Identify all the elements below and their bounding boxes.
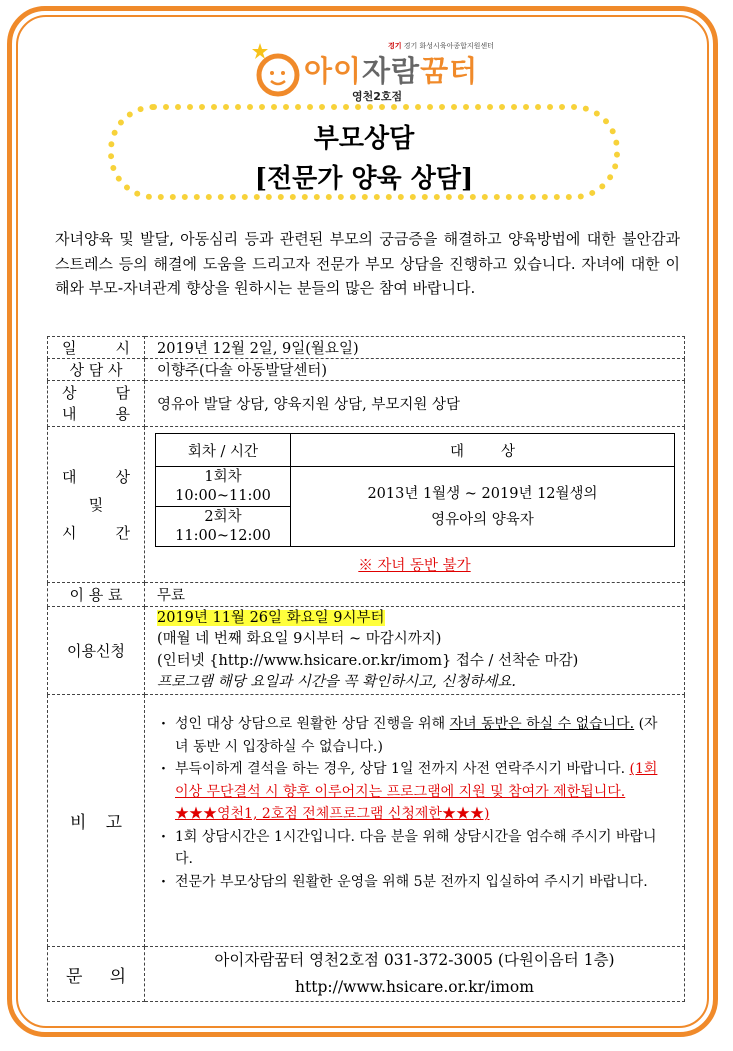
title-box (108, 104, 620, 200)
label-content: 상 담 내 용 (48, 381, 145, 427)
session-2: 2회차 11:00~12:00 (156, 507, 291, 547)
apply-schedule: (매월 네 번째 화요일 9시부터 ~ 마감시까지) (157, 631, 442, 647)
value-target (145, 427, 685, 583)
center-name: 경기 화성시육아종합지원센터 (403, 42, 494, 50)
label-target: 대 상 및 시 간 (48, 427, 145, 583)
center-mark: 경기 (388, 42, 402, 50)
value-date: 2019년 12월 2일, 9일(월요일) (145, 337, 685, 359)
child-face-icon (250, 41, 302, 97)
row-remarks (48, 695, 685, 947)
row-counselor (48, 359, 685, 381)
apply-reminder: 프로그램 해당 요일과 시간을 꼭 확인하시고, 신청하세요. (157, 674, 517, 690)
value-apply (145, 607, 685, 695)
target-desc: 2013년 1월생 ~ 2019년 12월생의 영유아의 양육자 (291, 467, 675, 547)
head-target: 대 상 (291, 434, 675, 467)
value-fee: 무료 (145, 583, 685, 607)
logo-wordmark: 아이자람꿈터 (304, 54, 479, 88)
schedule-table (155, 433, 675, 547)
label-date: 일 시 (48, 337, 145, 359)
row-fee (48, 583, 685, 607)
contact-phone: 아이자람꿈터 영천2호점 031-372-3005 (다원이음터 1층) (214, 951, 615, 969)
label-fee: 이 용 료 (48, 583, 145, 607)
list-item: · 성인 대상 상담으로 원활한 상담 진행을 위해 자녀 동반은 하실 수 없습니다. (자녀 동반 시 입장하실 수 없습니다.) (161, 713, 670, 758)
notice-no-children: ※ 자녀 동반 불가 (358, 558, 471, 574)
info-table (47, 336, 685, 1002)
remarks-list (145, 695, 684, 893)
row-content (48, 381, 685, 427)
logo-branch: 영천2호점 (352, 90, 403, 103)
value-content: 영유아 발달 상담, 양육지원 상담, 부모지원 상담 (145, 381, 685, 427)
contact-url[interactable]: http://www.hsicare.or.kr/imom (295, 978, 534, 996)
head-session: 회차 / 시간 (156, 434, 291, 467)
row-target (48, 427, 685, 583)
list-item: · 전문가 부모상담의 원활한 운영을 위해 5분 전까지 입실하여 주시기 바랍니다. (161, 871, 670, 894)
page-subtitle: [전문가 양육 상담] (254, 164, 474, 194)
logo (250, 35, 494, 105)
value-counselor: 이향주(다솔 아동발달센터) (145, 359, 685, 381)
value-contact (145, 947, 685, 1002)
page-title: 부모상담 (313, 124, 415, 154)
label-remarks: 비 고 (48, 695, 145, 947)
value-remarks (145, 695, 685, 947)
session-1: 1회차 10:00~11:00 (156, 467, 291, 507)
apply-website: (인터넷 {http://www.hsicare.or.kr/imom} 접수 / 선착순 마감) (157, 652, 579, 669)
label-contact: 문 의 (48, 947, 145, 1002)
list-item: · 부득이하게 결석을 하는 경우, 상담 1일 전까지 사전 연락주시기 바랍니다. (1회 이상 무단결석 시 향후 이루어지는 프로그램에 지원 및 참여가 제한됩니다. ★★★영천1, 2호점 전체프로그램 신청제한★★★) (161, 758, 670, 826)
row-apply (48, 607, 685, 695)
label-counselor: 상 담 사 (48, 359, 145, 381)
row-date (48, 337, 685, 359)
intro-paragraph: 자녀양육 및 발달, 아동심리 등과 관련된 부모의 궁금증을 해결하고 양육방법에 대한 불안감과 스트레스 등의 해결에 도움을 드리고자 전문가 부모 상담을 진행하고 있습니다. 자녀에 대한 이해와 부모-자녀관계 향상을 원하시는 분들의 많은 참여 바랍니다. (55, 230, 680, 297)
label-apply: 이용신청 (48, 607, 145, 695)
list-item: · 1회 상담시간은 1시간입니다. 다음 분을 위해 상담시간을 엄수해 주시기 바랍니다. (161, 826, 670, 871)
row-contact (48, 947, 685, 1002)
apply-date: 2019년 11월 26일 화요일 9시부터 (157, 609, 385, 626)
